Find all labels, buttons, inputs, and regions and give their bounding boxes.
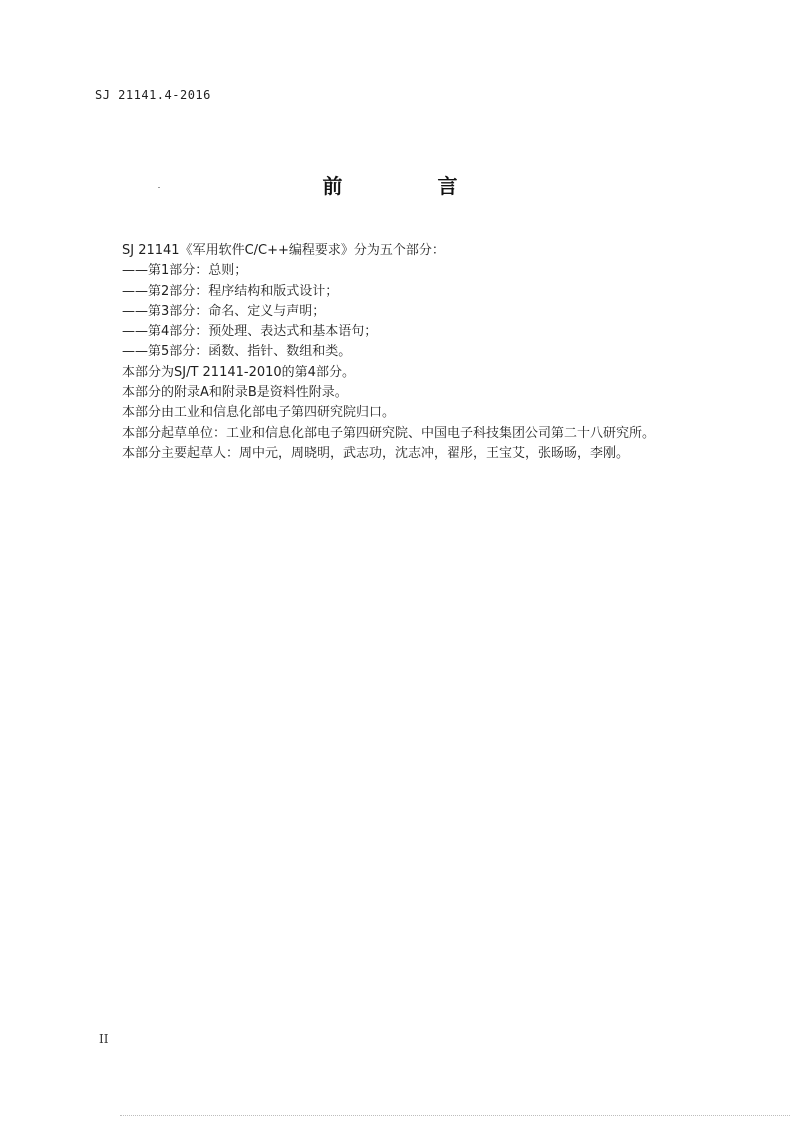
body-line-drafters: 本部分主要起草人：周中元，周晓明，武志功，沈志冲，翟彤，王宝艾，张旸旸，李刚。 — [122, 445, 630, 461]
body-line-intro: SJ 21141《军用软件C/C++编程要求》分为五个部分： — [122, 243, 445, 258]
body-line-part4: ——第4部分：预处理、表达式和基本语句； — [122, 324, 378, 340]
body-line-authority: 本部分由工业和信息化部电子第四研究院归口。 — [122, 405, 396, 421]
bottom-rule — [120, 1115, 790, 1116]
body-line-drafting-units: 本部分起草单位：工业和信息化部电子第四研究院、中国电子科技集团公司第二十八研究所。 — [122, 425, 656, 441]
body-line-part2: ——第2部分：程序结构和版式设计； — [122, 283, 339, 299]
body-line-part5: ——第5部分：函数、指针、数组和类。 — [122, 344, 352, 360]
page-number: II — [99, 1032, 109, 1046]
body-line-appendix: 本部分的附录A和附录B是资料性附录。 — [122, 385, 348, 401]
standard-code: SJ 21141.4-2016 — [95, 88, 211, 102]
page-title: 前 言 — [322, 174, 502, 198]
foreword-body — [122, 241, 742, 464]
body-line-relation: 本部分为SJ/T 21141-2010的第4部分。 — [122, 364, 355, 380]
body-line-part1: ——第1部分：总则； — [122, 263, 248, 279]
body-line-part3: ——第3部分：命名、定义与声明； — [122, 303, 326, 319]
